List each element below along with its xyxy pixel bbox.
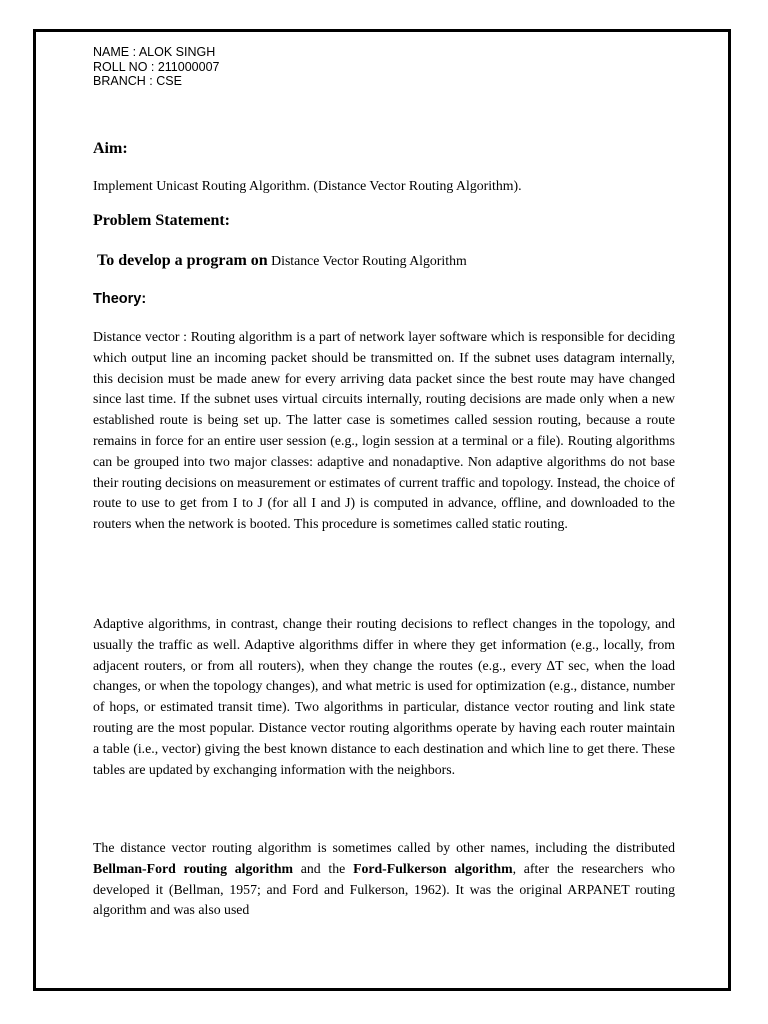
theory-paragraph-1: Distance vector : Routing algorithm is a part of network layer software which is responsible for deciding which output line an incoming packet should be transmitted on. If the subnet uses datagram internally, this decision must be made anew for every arriving data packet since the best route may have changed since last time. If the subnet uses virtual circuits internally, routing decisions are made only when a new established route is being set up. The latter case is sometimes called session routing, because a route remains in force for an entire user session (e.g., login session at a terminal or a file). Routing algorithms can be grouped into two major classes: adaptive and nonadaptive. Non adaptive algorithms do not base their routing decisions on measurement or estimates of current traffic and topology. Instead, the choice of route to use to get from I to J (for all I and J) is computed in advance, offline, and downloaded to the routers when the network is booted. This procedure is sometimes called static routing. (93, 329, 675, 532)
problem-topic: Distance Vector Routing Algorithm (271, 253, 467, 268)
problem-statement-heading: Problem Statement: (93, 212, 230, 229)
aim-text: Implement Unicast Routing Algorithm. (Distance Vector Routing Algorithm). (93, 178, 522, 193)
bellman-ford-term: Bellman-Ford routing algorithm (93, 860, 293, 876)
p3-part2: and the (300, 860, 346, 876)
theory-paragraph-2: Adaptive algorithms, in contrast, change their routing decisions to reflect changes in the topology, and usually the traffic as well. Adaptive algorithms differ in where they get information (e.g., locally, from adjacent routers, or from all routers), when they change the routes (e.g., every ∆T sec, when the load changes, or when the topology changes), and what metric is used for optimization (e.g., distance, number of hops, or estimated transit time). Two algorithms in particular, distance vector routing and link state routing are the most popular. Distance vector routing algorithms operate by having each router maintain a table (i.e., vector) giving the best known distance to each destination and which line to get there. These tables are updated by exchanging information with the neighbors. (93, 616, 675, 777)
roll-number: ROLL NO : 211000007 (93, 59, 220, 74)
branch: BRANCH : CSE (93, 74, 182, 88)
problem-lead: To develop a program on (97, 252, 268, 269)
p3-part3: , after the researchers who developed it (Bellman, 1957; and Ford and Fulkerson, 1962). It was the original ARPANET routing algorithm and was also used (93, 860, 676, 918)
p3-part1: The distance vector routing algorithm is sometimes called by other names, including the distributed (93, 840, 675, 855)
student-info (93, 45, 675, 89)
student-name: NAME : ALOK SINGH (93, 45, 216, 59)
problem-statement-text (97, 252, 679, 270)
aim-heading: Aim: (93, 140, 128, 157)
ford-fulkerson-term: Ford-Fulkerson algorithm (353, 860, 513, 876)
theory-paragraph-3 (93, 838, 675, 921)
theory-heading: Theory: (93, 291, 147, 307)
